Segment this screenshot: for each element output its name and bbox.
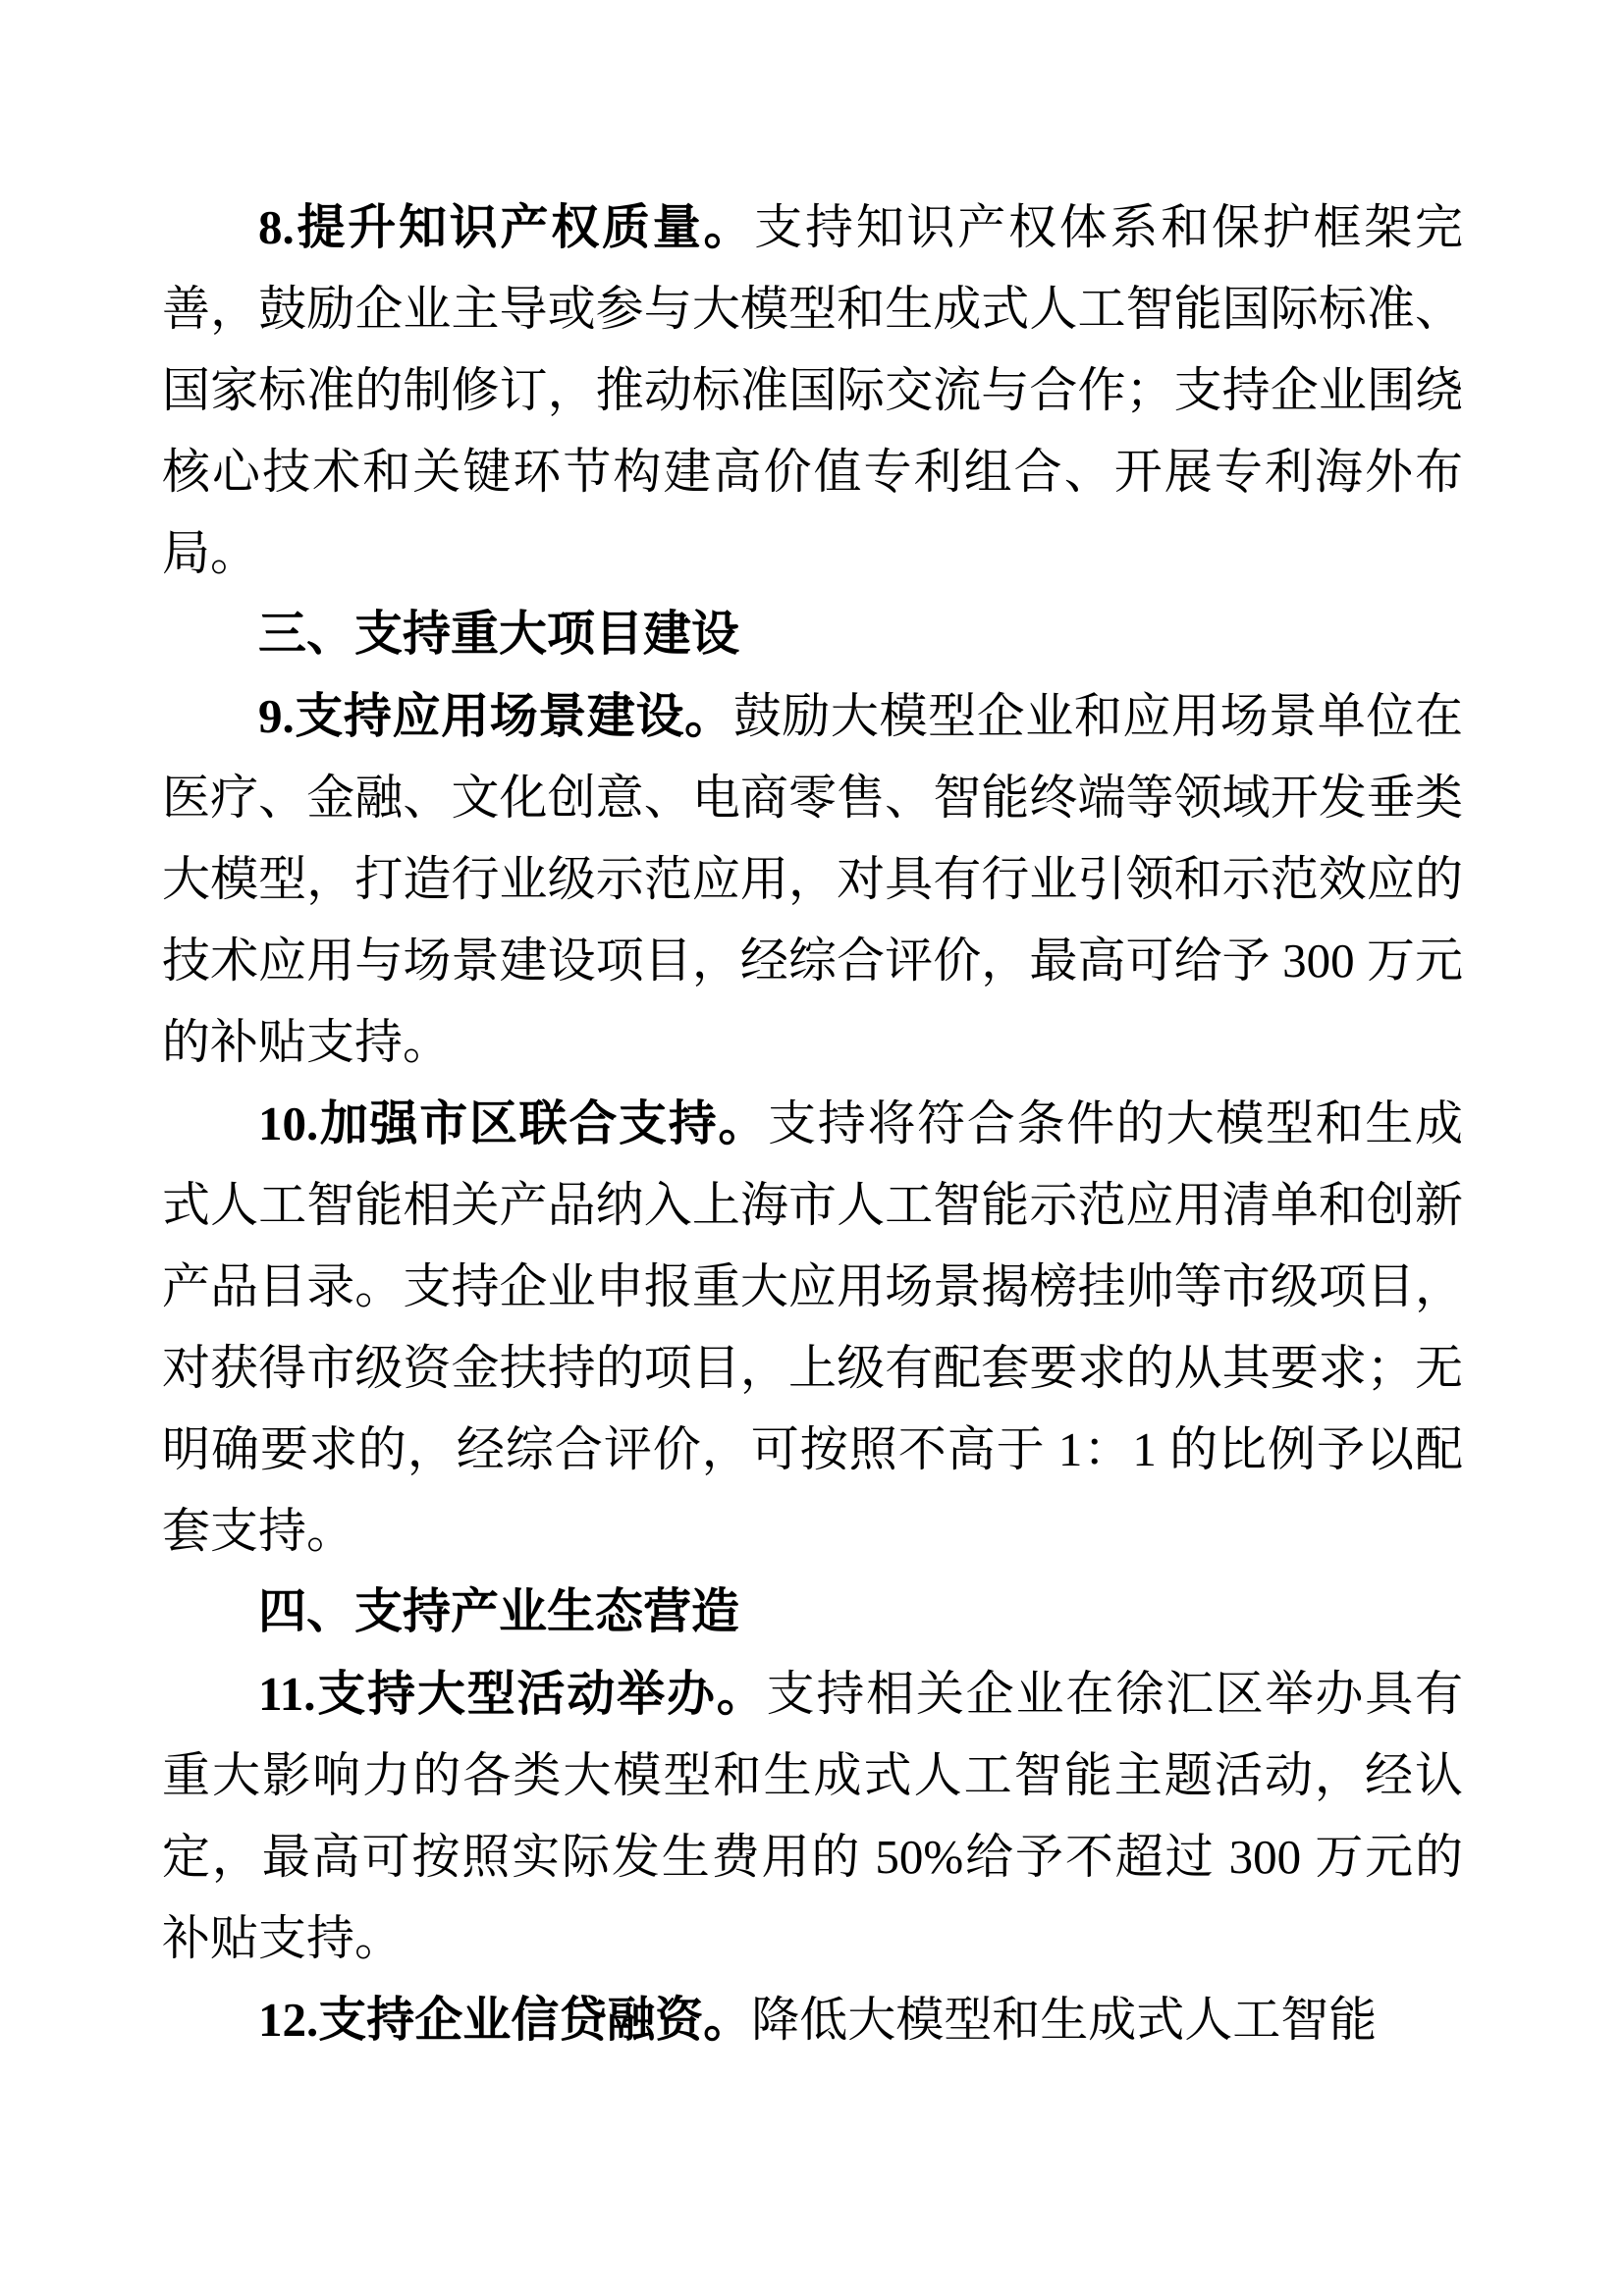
paragraph-lead: 12.支持企业信贷融资。 bbox=[258, 1993, 752, 2047]
section-heading: 四、支持产业生态营造 bbox=[258, 1585, 740, 1638]
paragraph bbox=[162, 675, 1463, 1083]
paragraph-lead: 10.加强市区联合支持。 bbox=[258, 1096, 769, 1150]
paragraph bbox=[162, 1653, 1463, 1979]
section-heading: 三、支持重大项目建设 bbox=[258, 608, 740, 661]
paragraph bbox=[162, 1979, 1463, 2060]
paragraph-text: 支持知识产权体系和保护框架完善，鼓励企业主导或参与大模型和生成式人工智能国际标准、国家标准的制修订，推动标准国际交流与合作；支持企业围绕核心技术和关键环节构建高价值专利组合、开展专利海外布局。 bbox=[162, 200, 1463, 580]
paragraph-lead: 9.支持应用场景建设。 bbox=[258, 689, 733, 743]
paragraph bbox=[162, 187, 1463, 594]
document-body bbox=[162, 187, 1463, 2060]
paragraph-lead: 8.提升知识产权质量。 bbox=[258, 200, 755, 254]
paragraph-text: 降低大模型和生成式人工智能 bbox=[751, 1993, 1378, 2047]
paragraph-text: 支持将符合条件的大模型和生成式人工智能相关产品纳入上海市人工智能示范应用清单和创新产品目录。支持企业申报重大应用场景揭榜挂帅等市级项目，对获得市级资金扶持的项目，上级有配套要求的从其要求；无明确要求的，经综合评价，可按照不高于 1：1 的比例予以配套支持。 bbox=[162, 1096, 1463, 1558]
paragraph bbox=[162, 1083, 1463, 1572]
paragraph-text: 支持相关企业在徐汇区举办具有重大影响力的各类大模型和生成式人工智能主题活动，经认定，最高可按照实际发生费用的 50%给予不超过 300 万元的补贴支持。 bbox=[162, 1667, 1463, 1965]
paragraph-text: 鼓励大模型企业和应用场景单位在医疗、金融、文化创意、电商零售、智能终端等领域开发垂类大模型，打造行业级示范应用，对具有行业引领和示范效应的技术应用与场景建设项目，经综合评价，最高可给予 300 万元的补贴支持。 bbox=[162, 689, 1463, 1069]
paragraph-lead: 11.支持大型活动举办。 bbox=[258, 1667, 767, 1721]
